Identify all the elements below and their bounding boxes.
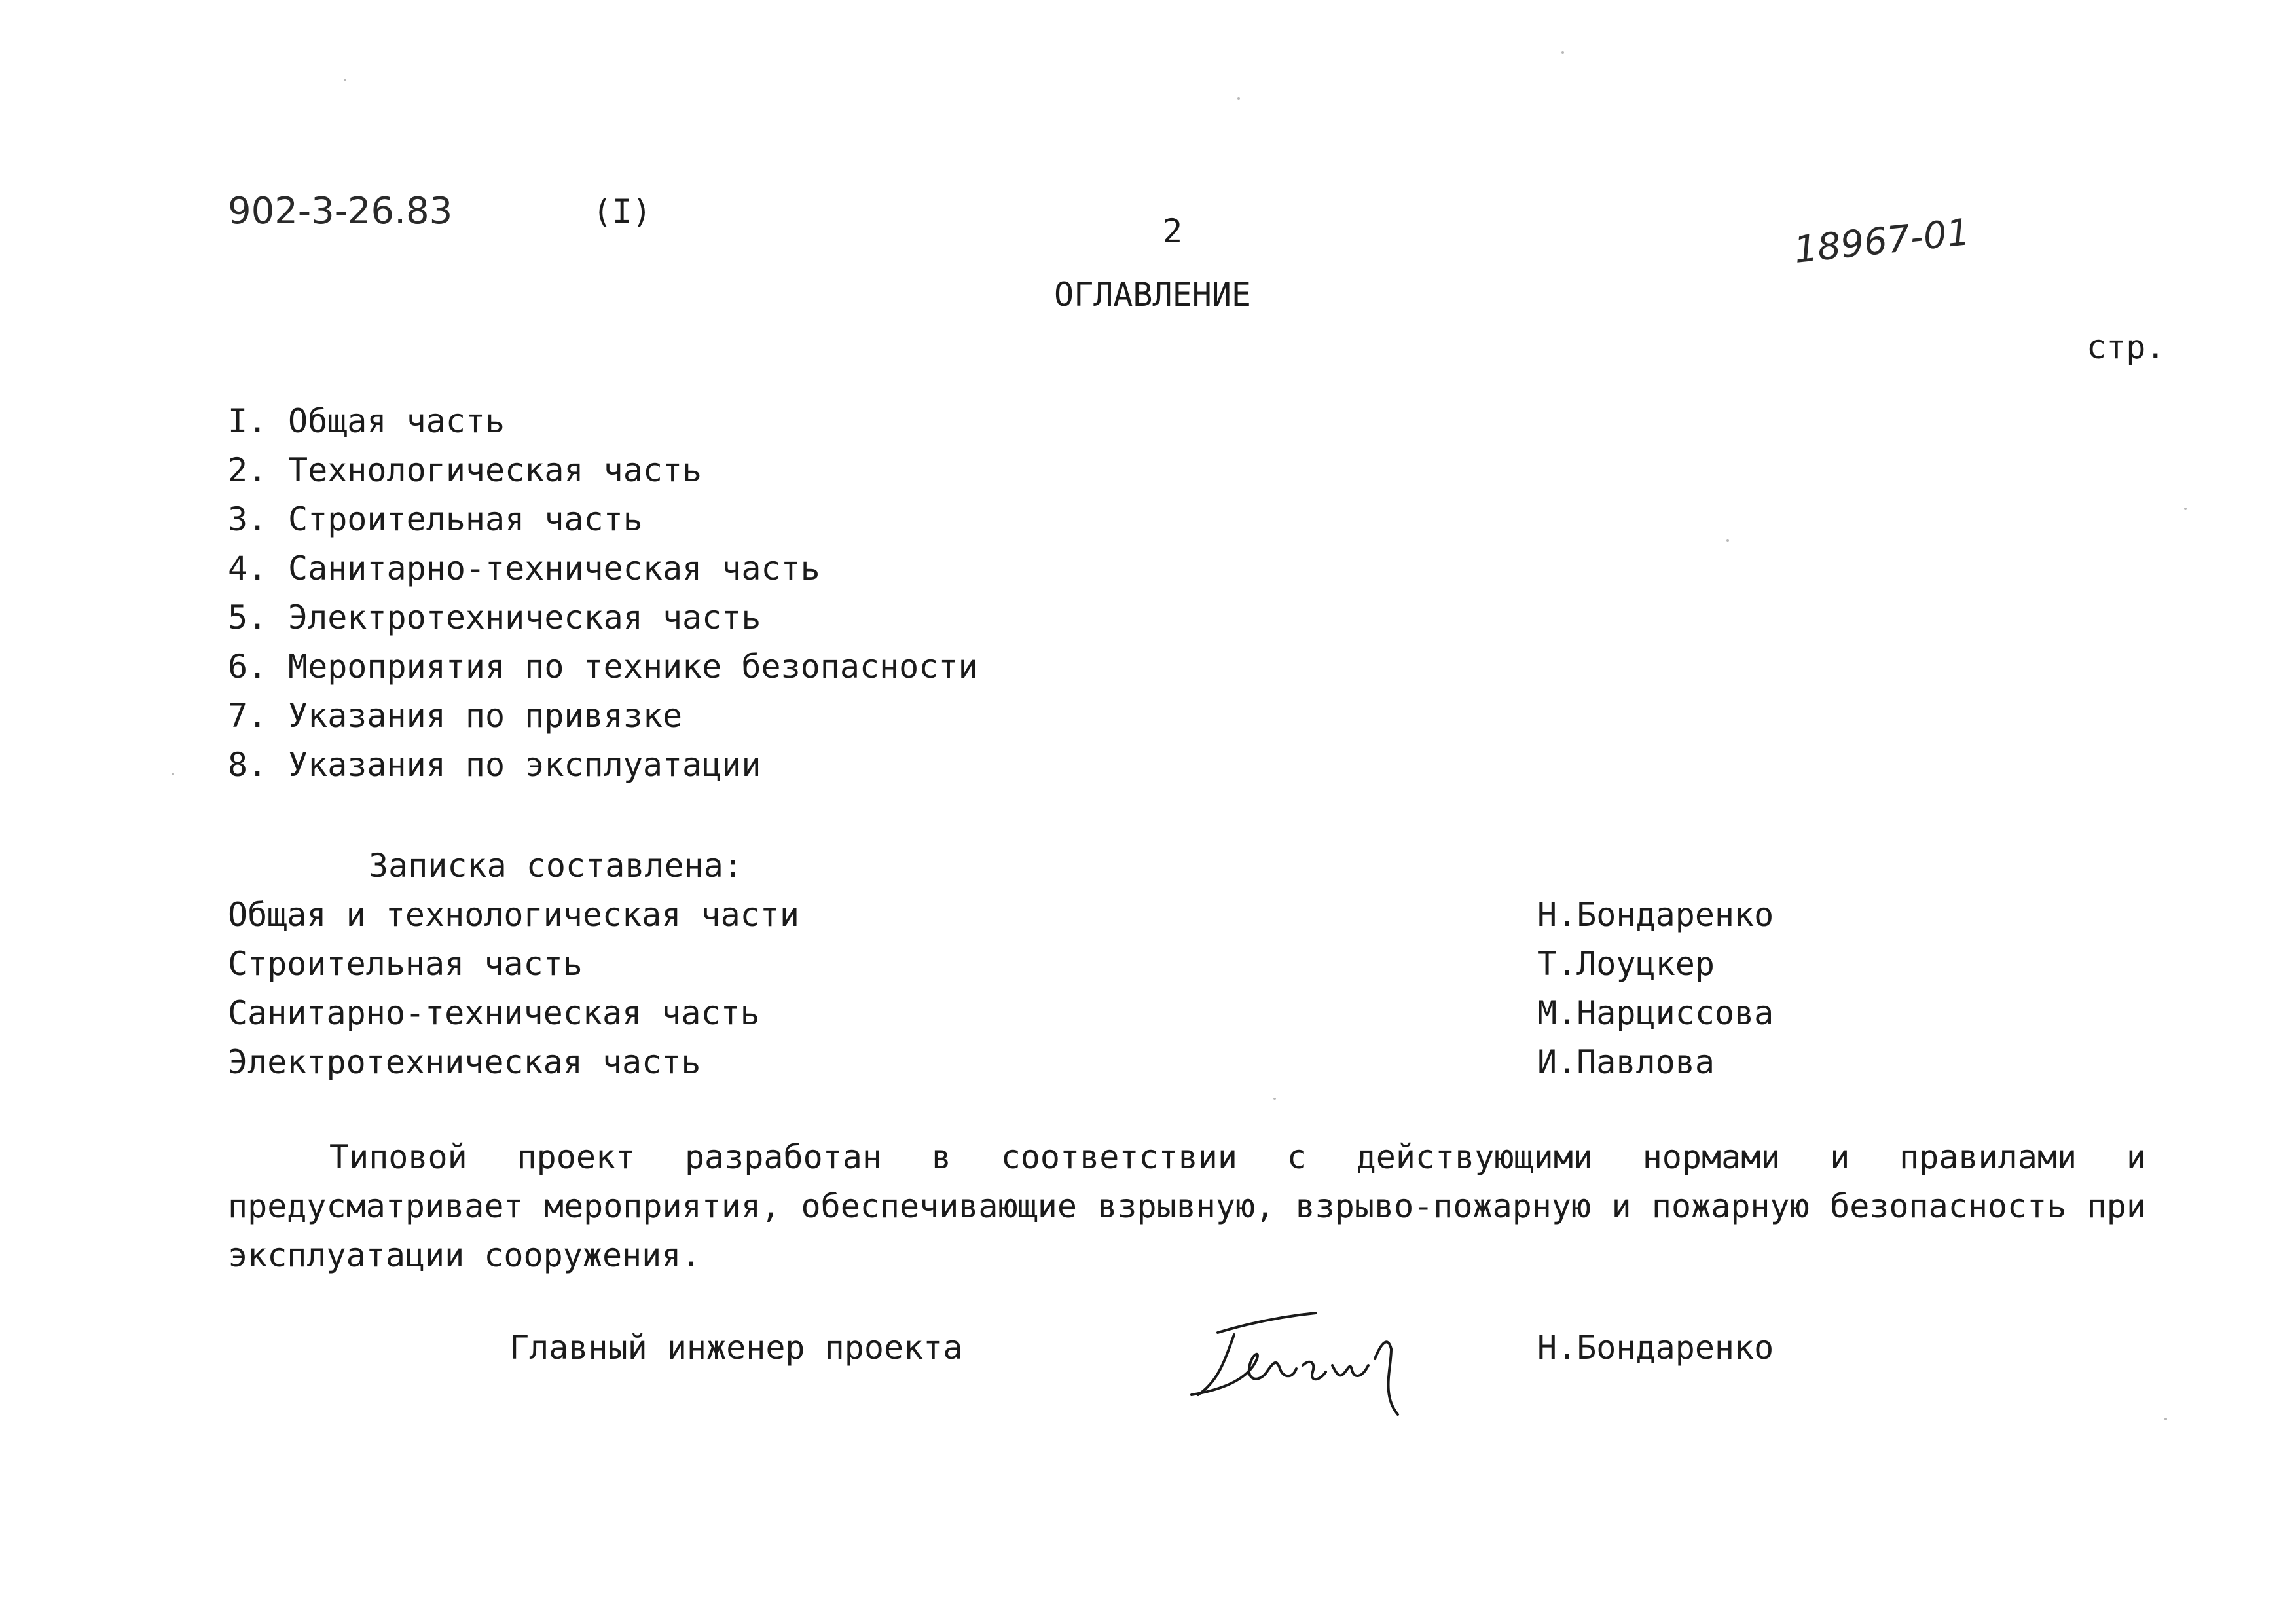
toc-item-label: Санитарно-техническая часть xyxy=(288,549,820,587)
toc-item xyxy=(228,500,978,552)
toc-item-number: 4. xyxy=(228,549,268,587)
authors-list xyxy=(228,898,1799,1095)
statement-paragraph: Типовой проект разработан в соответствии с действующими нормами и правилами и предусматривает мероприятия, обеспечивающие взрывную, взрыво-пожарную и пожарную безопасность при эксплуатации сооружения. xyxy=(228,1138,2146,1274)
toc-item-number: 2. xyxy=(228,451,268,489)
document-number: 902-3-26.83 xyxy=(228,190,453,232)
author-row xyxy=(228,994,1799,1046)
toc-item-number: 7. xyxy=(228,697,268,735)
page-column-label: стр. xyxy=(2086,328,2166,366)
page-title: ОГЛАВЛЕНИЕ xyxy=(1054,276,1252,314)
author-section: Строительная часть xyxy=(228,945,583,983)
toc-item-label: Электротехническая часть xyxy=(288,599,761,637)
toc-item-label: Указания по эксплуатации xyxy=(288,746,761,784)
volume-number: (I) xyxy=(592,193,652,231)
table-of-contents xyxy=(228,402,978,798)
author-name: Н.Бондаренко xyxy=(1537,896,1774,934)
inventory-number: 18967-01 xyxy=(1792,211,1973,272)
toc-item-label: Технологическая часть xyxy=(288,451,702,489)
author-row xyxy=(228,898,1799,948)
toc-item xyxy=(228,699,978,748)
scan-speck xyxy=(1726,539,1729,542)
toc-item-number: 6. xyxy=(228,648,268,686)
scan-speck xyxy=(2184,507,2187,510)
page-number: 2 xyxy=(1163,212,1183,250)
signature xyxy=(1172,1297,1473,1428)
author-row xyxy=(228,1043,1799,1095)
author-name: М.Нарциссова xyxy=(1537,994,1774,1032)
author-section: Электротехническая часть xyxy=(228,1043,701,1081)
scan-speck xyxy=(2164,1418,2167,1420)
scan-speck xyxy=(172,773,174,775)
author-row xyxy=(228,945,1799,997)
toc-item xyxy=(228,451,978,503)
author-section: Общая и технологическая части xyxy=(228,896,799,934)
signoff-role: Главный инженер проекта xyxy=(509,1329,963,1367)
toc-item-label: Строительная часть xyxy=(288,500,643,538)
toc-item xyxy=(228,549,978,601)
author-section: Санитарно-техническая часть xyxy=(228,994,760,1032)
toc-item-label: Мероприятия по технике безопасности xyxy=(288,648,978,686)
toc-item xyxy=(228,601,978,650)
toc-item-label: Указания по привязке xyxy=(288,697,683,735)
toc-item-number: I. xyxy=(228,402,268,440)
scan-speck xyxy=(1237,97,1240,100)
author-name: И.Павлова xyxy=(1537,1043,1715,1081)
author-name: Т.Лоуцкер xyxy=(1537,945,1715,983)
toc-item-number: 5. xyxy=(228,599,268,637)
signoff-name: Н.Бондаренко xyxy=(1537,1329,1774,1367)
scan-speck xyxy=(1561,51,1564,54)
authors-heading: Записка составлена: xyxy=(369,847,743,885)
toc-item xyxy=(228,402,978,454)
scan-speck xyxy=(1273,1098,1276,1100)
toc-item-number: 8. xyxy=(228,746,268,784)
toc-item xyxy=(228,748,978,798)
toc-item-number: 3. xyxy=(228,500,268,538)
toc-item-label: Общая часть xyxy=(288,402,505,440)
scan-speck xyxy=(344,79,346,81)
toc-item xyxy=(228,650,978,699)
